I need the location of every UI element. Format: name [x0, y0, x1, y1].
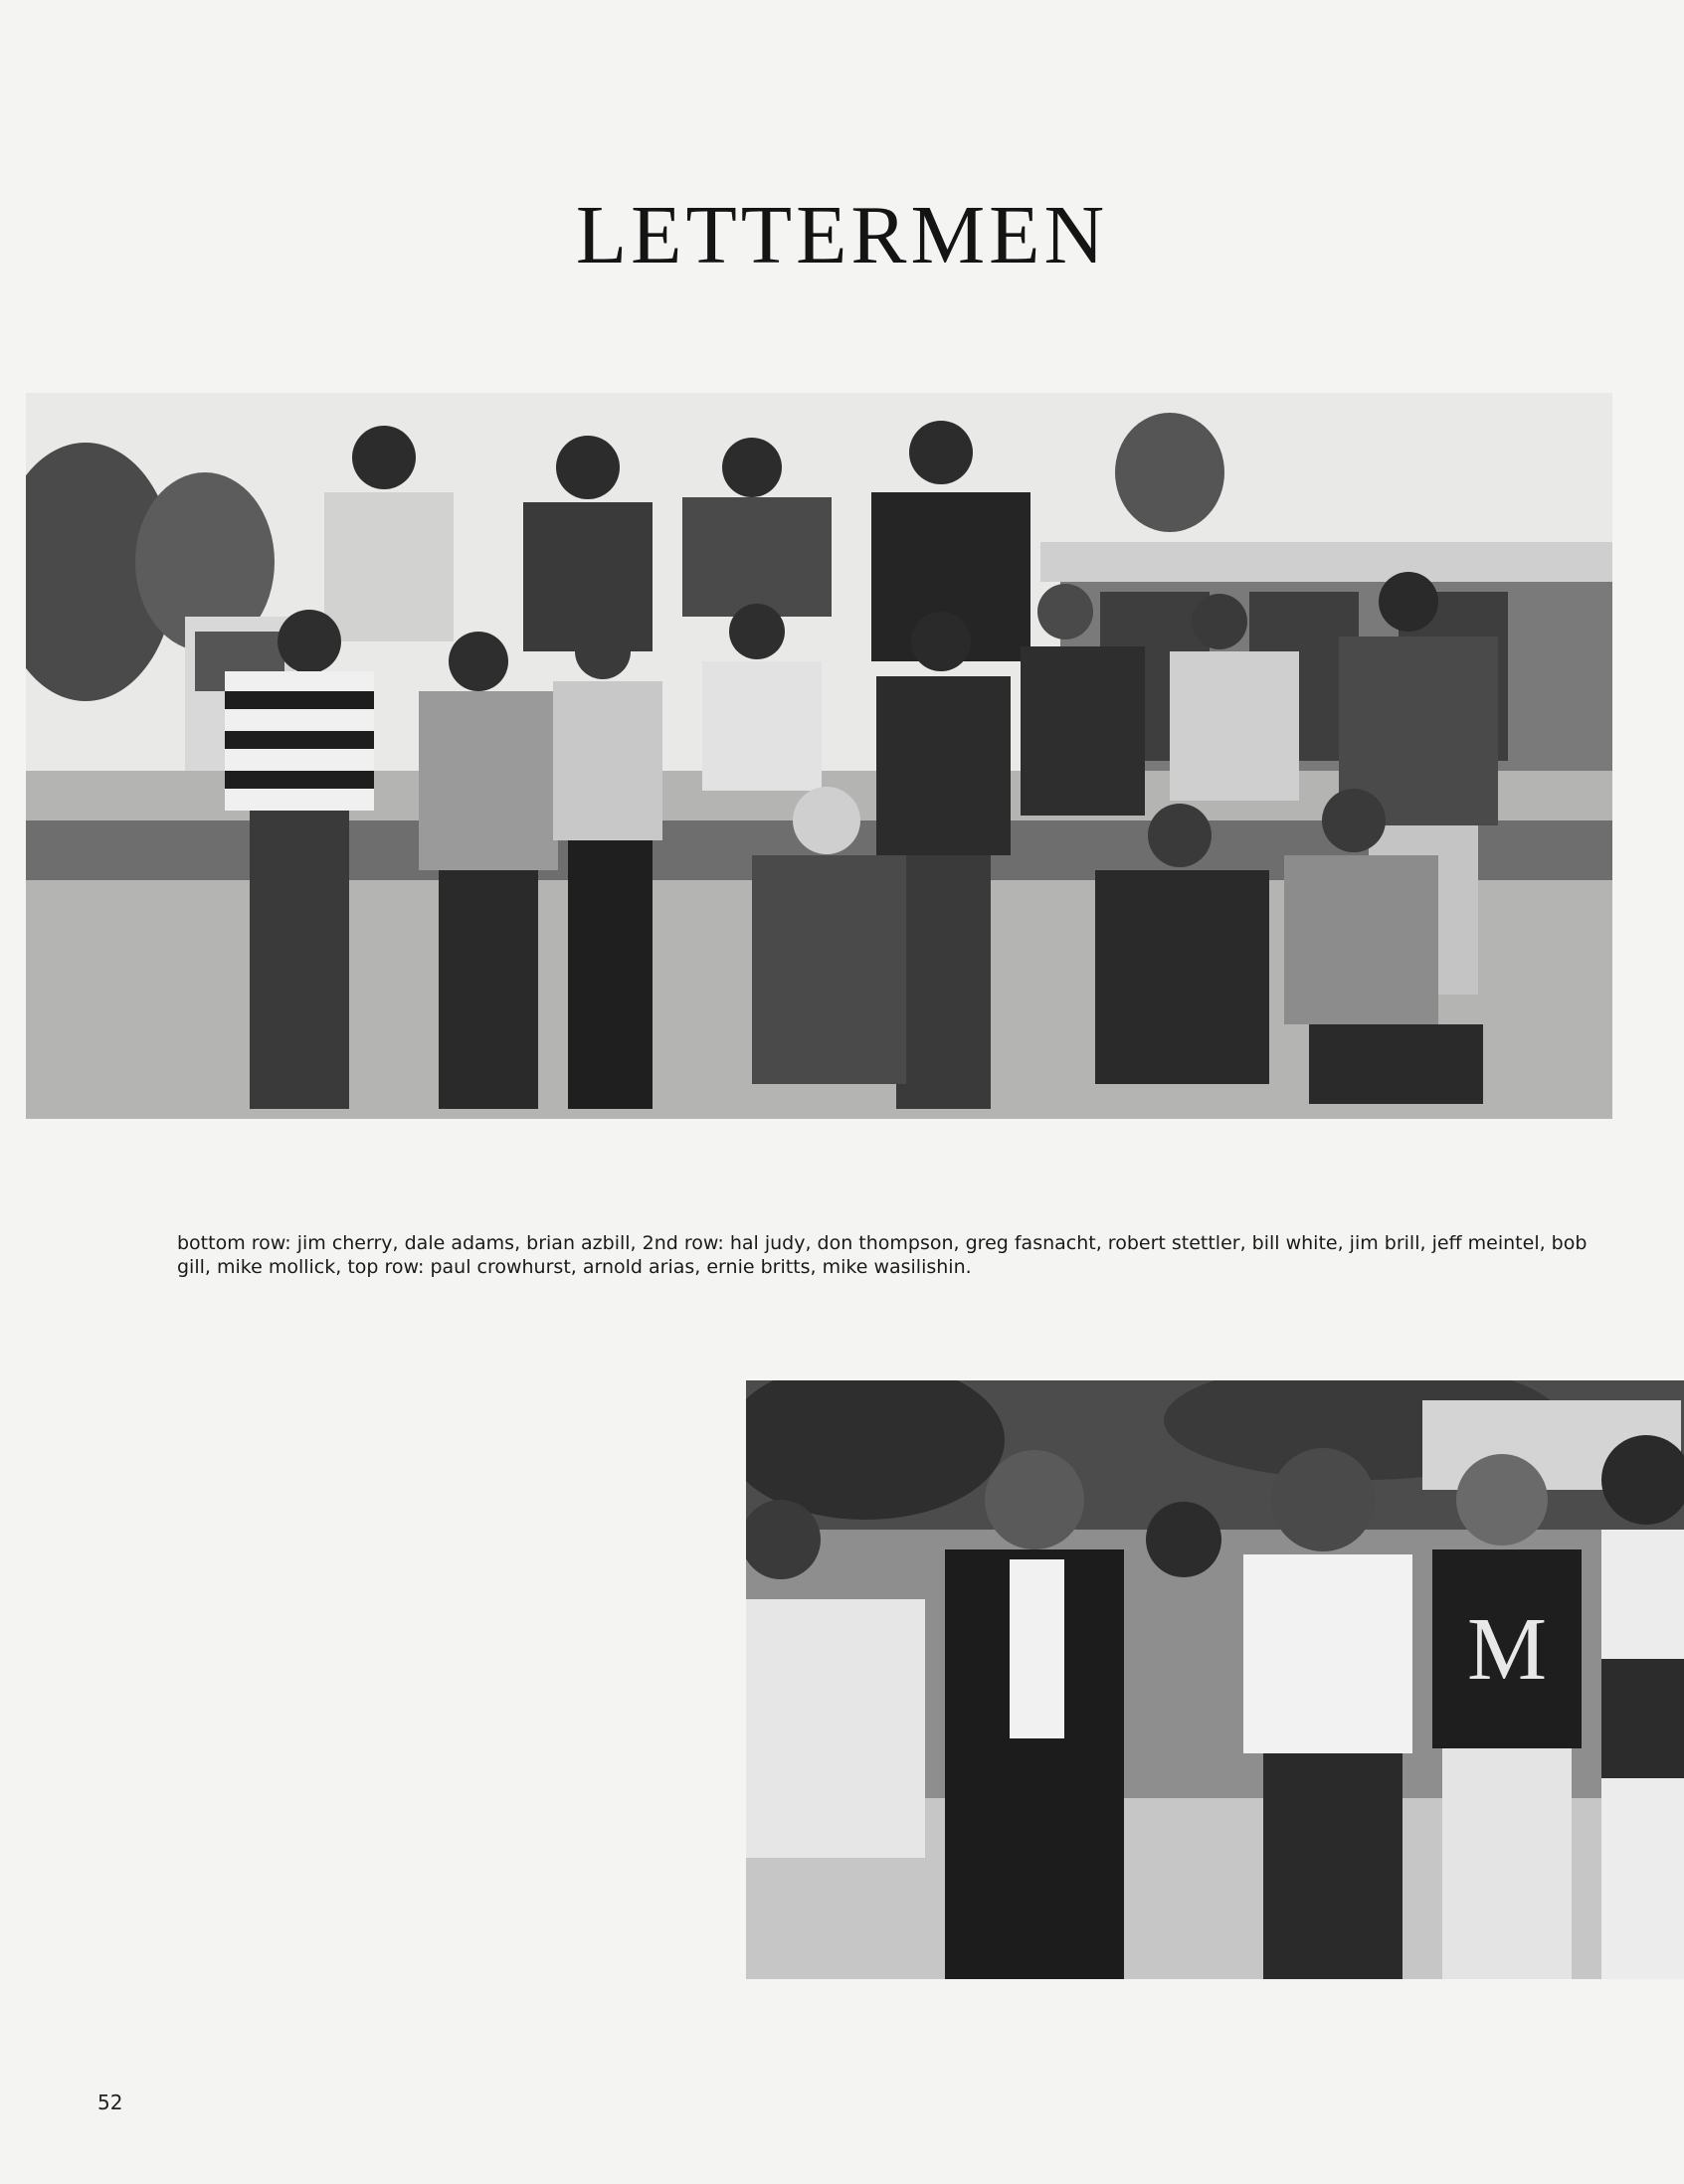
- group-photo-graphic: [26, 393, 1612, 1119]
- students-walking-photo: [746, 1380, 1684, 1979]
- photo-caption: bottom row: jim cherry, dale adams, brian azbill, 2nd row: hal judy, don thompson, greg fasnacht, robert stettler, bill white, jim brill, jeff meintel, bob gill, mike mollick, top row: paul crowhurst, arnold arias, ernie britts, mike wasilishin.: [177, 1232, 1588, 1278]
- letter-m-mark: M: [1466, 1600, 1548, 1699]
- candid-photo-graphic: [746, 1380, 1684, 1979]
- page-title: LETTERMEN: [575, 189, 1109, 281]
- page-number: 52: [97, 2091, 123, 2114]
- lettermen-group-photo: [26, 393, 1612, 1119]
